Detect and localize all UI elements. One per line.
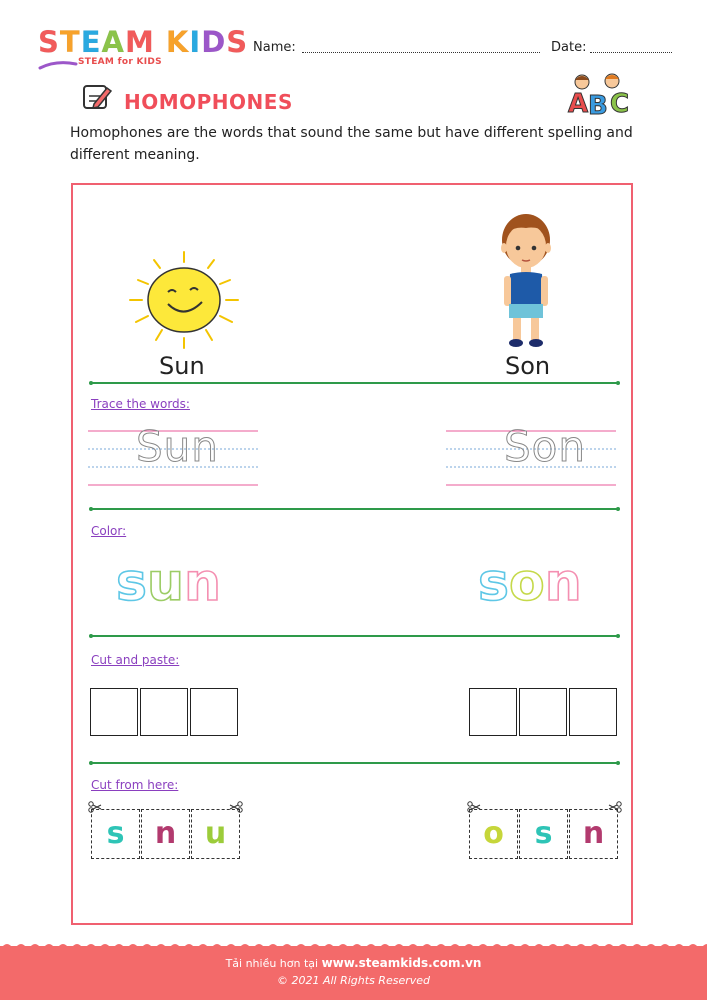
svg-text:B: B <box>588 91 608 118</box>
brand-letter: D <box>201 25 227 59</box>
paste-box[interactable] <box>519 688 567 736</box>
paste-box[interactable] <box>469 688 517 736</box>
paste-box[interactable] <box>569 688 617 736</box>
color-label: Color: <box>91 524 127 538</box>
word-left: Sun <box>159 352 205 380</box>
logo-swoosh-icon <box>38 58 78 72</box>
brand-letter: K <box>165 25 190 59</box>
paste-box[interactable] <box>90 688 138 736</box>
worksheet-title: HOMOPHONES <box>124 90 293 114</box>
paste-boxes-left <box>90 688 238 736</box>
color-letter[interactable]: u <box>146 553 184 613</box>
intro-text: Homophones are the words that sound the same but have different spelling and different meaning. <box>70 125 633 163</box>
trace-word-left: Sun <box>136 422 219 471</box>
color-letter[interactable]: s <box>478 553 509 613</box>
brand-letter: S <box>226 25 249 59</box>
brand-tagline: STEAM for KIDS <box>78 57 162 67</box>
trace-label: Trace the words: <box>91 397 190 411</box>
svg-text:A: A <box>568 89 589 118</box>
boy-illustration <box>496 212 556 350</box>
abc-kids-illustration <box>562 72 640 118</box>
footer-copyright: © 2021 All Rights Reserved <box>276 974 430 987</box>
footer-site-link[interactable]: www.steamkids.com.vn <box>321 956 482 970</box>
cut-letters-right <box>469 809 618 859</box>
color-letter[interactable]: n <box>183 553 222 613</box>
footer-download-line <box>0 956 707 970</box>
brand-letter: M <box>124 25 155 59</box>
cut-letters-left <box>91 809 240 859</box>
cut-letter-card[interactable]: n <box>569 809 618 859</box>
date-field[interactable] <box>590 52 672 53</box>
paste-box[interactable] <box>190 688 238 736</box>
color-letter[interactable]: s <box>116 553 147 613</box>
color-letter[interactable]: o <box>508 553 545 613</box>
color-word-right[interactable] <box>478 553 582 613</box>
trace-word-right: Son <box>504 422 586 471</box>
brand-letter: S <box>38 25 60 59</box>
cut-letter-card[interactable]: s <box>519 809 568 859</box>
pencil-paper-icon <box>80 82 114 112</box>
brand-letter: T <box>59 25 81 59</box>
sun-illustration <box>124 250 246 350</box>
brand-logo <box>38 25 249 59</box>
separator-line <box>92 382 617 384</box>
brand-letter: A <box>101 25 125 59</box>
name-field[interactable] <box>302 52 540 53</box>
separator-line <box>92 508 617 510</box>
svg-text:C: C <box>610 89 630 118</box>
brand-letter <box>155 25 166 59</box>
cut-from-label: Cut from here: <box>91 778 179 792</box>
name-label: Name: <box>253 40 296 55</box>
date-label: Date: <box>551 40 587 55</box>
separator-line <box>92 762 617 764</box>
cut-letter-card[interactable]: u <box>191 809 240 859</box>
color-letter[interactable]: n <box>544 553 582 613</box>
brand-letter: E <box>80 25 102 59</box>
cut-letter-card[interactable]: o <box>469 809 518 859</box>
cut-paste-label: Cut and paste: <box>91 653 180 667</box>
color-word-left[interactable] <box>116 553 222 613</box>
word-right: Son <box>505 352 551 380</box>
separator-line <box>92 635 617 637</box>
cut-letter-card[interactable]: n <box>141 809 190 859</box>
brand-letter: I <box>189 25 202 59</box>
footer-prefix: Tải nhiều hơn tại <box>225 957 319 970</box>
paste-box[interactable] <box>140 688 188 736</box>
footer-band <box>0 946 707 1000</box>
cut-letter-card[interactable]: s <box>91 809 140 859</box>
paste-boxes-right <box>469 688 617 736</box>
